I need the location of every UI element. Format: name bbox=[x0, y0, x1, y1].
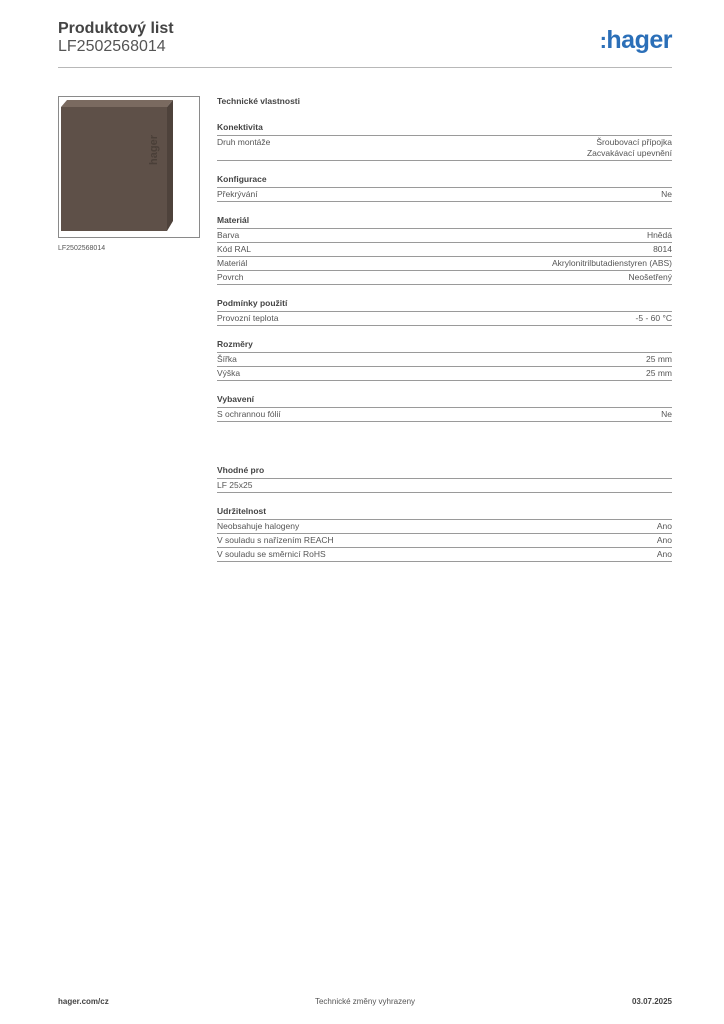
product-embossed-logo: hager bbox=[148, 135, 160, 165]
spec-label: Šířka bbox=[217, 354, 237, 364]
spec-label: Druh montáže bbox=[217, 137, 271, 147]
hager-logo bbox=[600, 26, 672, 55]
logo-text: hager bbox=[606, 26, 672, 54]
section-title: Vhodné pro bbox=[217, 465, 672, 479]
spec-row bbox=[217, 534, 672, 548]
specs-heading: Technické vlastnosti bbox=[217, 96, 300, 106]
spec-value: Ano bbox=[656, 521, 672, 531]
section-suitable-for bbox=[217, 465, 672, 493]
section-material bbox=[217, 215, 672, 285]
product-top-face bbox=[61, 100, 173, 107]
spec-value: Neošetřený bbox=[628, 272, 672, 282]
section-connectivity bbox=[217, 122, 672, 161]
section-equipment bbox=[217, 394, 672, 422]
spec-row bbox=[217, 188, 672, 202]
section-sustainability bbox=[217, 506, 672, 562]
spec-label: V souladu se směrnicí RoHS bbox=[217, 549, 326, 559]
spec-label: Povrch bbox=[217, 272, 244, 282]
section-title: Rozměry bbox=[217, 339, 672, 353]
product-front-face bbox=[61, 107, 167, 231]
spec-value: -5 - 60 °C bbox=[635, 313, 672, 323]
spec-row bbox=[217, 243, 672, 257]
section-configuration bbox=[217, 174, 672, 202]
spec-value: Ano bbox=[656, 535, 672, 545]
section-title: Podmínky použití bbox=[217, 298, 672, 312]
spec-row bbox=[217, 271, 672, 285]
spec-row bbox=[217, 408, 672, 422]
spec-row bbox=[217, 353, 672, 367]
spec-label: S ochrannou fólií bbox=[217, 409, 281, 419]
product-code: LF2502568014 bbox=[58, 38, 166, 55]
spec-label: LF 25x25 bbox=[217, 480, 253, 490]
spec-label: Překrývání bbox=[217, 189, 258, 199]
spec-label: V souladu s nařízením REACH bbox=[217, 535, 334, 545]
section-title: Udržitelnost bbox=[217, 506, 672, 520]
spec-label: Materiál bbox=[217, 258, 248, 268]
spec-row bbox=[217, 312, 672, 326]
spec-label: Kód RAL bbox=[217, 244, 252, 254]
logo-colon: : bbox=[599, 28, 607, 53]
spec-row bbox=[217, 479, 672, 493]
product-image-frame bbox=[58, 96, 200, 238]
section-dimensions bbox=[217, 339, 672, 381]
spec-label: Výška bbox=[217, 368, 241, 378]
header-divider bbox=[58, 67, 672, 68]
spec-value-line: Zacvakávací upevnění bbox=[586, 148, 672, 158]
spec-value bbox=[587, 137, 672, 159]
section-title: Vybavení bbox=[217, 394, 672, 408]
spec-label: Neobsahuje halogeny bbox=[217, 521, 300, 531]
spec-value: Hnědá bbox=[646, 230, 672, 240]
footer-website-link[interactable]: hager.com/cz bbox=[58, 997, 109, 1006]
spec-value: 8014 bbox=[653, 244, 672, 254]
product-side-face bbox=[167, 100, 173, 231]
spec-row bbox=[217, 136, 672, 161]
document-title: Produktový list bbox=[58, 20, 174, 37]
spec-value-line: Šroubovací přípojka bbox=[596, 137, 672, 147]
spec-value: Ne bbox=[661, 409, 672, 419]
footer-notice: Technické změny vyhrazeny bbox=[314, 997, 416, 1006]
spec-value: 25 mm bbox=[646, 368, 672, 378]
spec-row bbox=[217, 548, 672, 562]
spec-row bbox=[217, 229, 672, 243]
spec-row bbox=[217, 367, 672, 381]
footer-date: 03.07.2025 bbox=[631, 997, 672, 1006]
image-caption: LF2502568014 bbox=[58, 245, 106, 252]
spec-row bbox=[217, 257, 672, 271]
spec-value: Ne bbox=[661, 189, 672, 199]
technical-specs bbox=[217, 96, 672, 575]
section-title: Konfigurace bbox=[217, 174, 672, 188]
spec-value: 25 mm bbox=[646, 354, 672, 364]
product-image bbox=[59, 97, 199, 237]
spec-row bbox=[217, 520, 672, 534]
section-title: Materiál bbox=[217, 215, 672, 229]
spec-value: Ano bbox=[656, 549, 672, 559]
page-header bbox=[58, 20, 672, 56]
spec-label: Provozní teplota bbox=[217, 313, 279, 323]
spec-value: Akrylonitrilbutadienstyren (ABS) bbox=[552, 258, 672, 268]
section-operating-conditions bbox=[217, 298, 672, 326]
spec-label: Barva bbox=[217, 230, 240, 240]
section-title: Konektivita bbox=[217, 122, 672, 136]
